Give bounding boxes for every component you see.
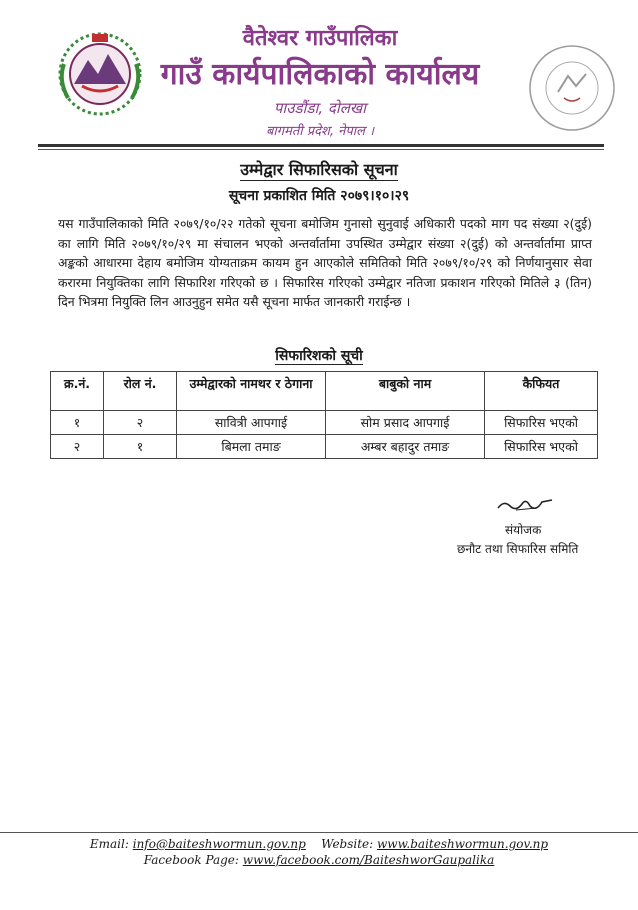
cell-father: सोम प्रसाद आपगाई bbox=[326, 411, 485, 435]
committee-name: छनौट तथा सिफारिस समिति bbox=[457, 542, 579, 556]
cell-roll: १ bbox=[104, 435, 177, 459]
cell-candidate: सावित्री आपगाई bbox=[177, 411, 326, 435]
col-header-roll: रोल नं. bbox=[104, 372, 177, 411]
handwritten-signature bbox=[496, 494, 556, 516]
col-header-remarks: कैफियत bbox=[485, 372, 598, 411]
facebook-label: Facebook Page: bbox=[143, 853, 239, 867]
office-name: गाउँ कार्यपालिकाको कार्यालय bbox=[160, 57, 480, 92]
facebook-link[interactable]: www.facebook.com/BaiteshworGaupalika bbox=[242, 853, 495, 867]
table-row bbox=[51, 435, 598, 459]
cell-father: अम्बर बहादुर तमाङ bbox=[326, 435, 485, 459]
signatory-role: संयोजक bbox=[505, 523, 542, 537]
footer-divider bbox=[0, 832, 638, 833]
list-title: सिफारिशको सूची bbox=[275, 348, 363, 364]
footer-contact-line bbox=[0, 837, 638, 851]
cell-remarks: सिफारिस भएको bbox=[485, 435, 598, 459]
col-header-serial: क्र.नं. bbox=[51, 372, 104, 411]
office-stamp bbox=[524, 40, 620, 136]
published-date: सूचना प्रकाशित मिति २०७९।१०।२९ bbox=[228, 188, 410, 204]
cell-roll: २ bbox=[104, 411, 177, 435]
recommendation-table bbox=[50, 371, 598, 459]
table-row bbox=[51, 411, 598, 435]
notice-title: उम्मेद्वार सिफारिसको सूचना bbox=[240, 160, 398, 179]
cell-serial: १ bbox=[51, 411, 104, 435]
col-header-father: बाबुको नाम bbox=[326, 372, 485, 411]
cell-remarks: सिफारिस भएको bbox=[485, 411, 598, 435]
website-label: Website: bbox=[321, 837, 374, 851]
address-line-2: बागमती प्रदेश, नेपाल । bbox=[265, 124, 375, 139]
cell-candidate: बिमला तमाङ bbox=[177, 435, 326, 459]
notice-body: यस गाउँपालिकाको मिति २०७९/१०/२२ गतेको सूचना बमोजिम गुनासो सुनुवाई अधिकारी पदको माग पद संख्या २(दुई) का लागि मिति २०७९/१०/२९ मा संचालन भएको अन्तर्वार्तामा उपस्थित उम्मेद्वार संख्या २(दुई) को अन्तर्वार्तामा प्राप्त अङ्कको आधारमा देहाय बमोजिम योग्यताक्रम कायम हुन आएकोले समितिको मिति २०७९/१०/२९ को निर्णयानुसार सेवा करारमा नियुक्तिका लागि सिफारिश गरिएको छ । सिफारिस गरिएको उम्मेद्वार नतिजा प्रकाशन गरिएको मितिले ३ (तिन) दिन भित्रमा नियुक्ति लिन आउनुहुन समेत यसै सूचना मार्फत जानकारी गराईन्छ । bbox=[58, 216, 592, 309]
address-line-1: पाउडौंडा, दोलखा bbox=[273, 99, 367, 117]
website-link[interactable]: www.baiteshwormun.gov.np bbox=[377, 837, 549, 851]
header-divider-thin bbox=[38, 149, 604, 150]
header-divider bbox=[38, 144, 604, 147]
email-label: Email: bbox=[89, 837, 129, 851]
col-header-candidate: उम्मेद्वारको नामथर र ठेगाना bbox=[177, 372, 326, 411]
municipality-name: वैतेश्वर गाउँपालिका bbox=[242, 26, 398, 51]
table-header-row bbox=[51, 372, 598, 411]
email-link[interactable]: info@baiteshwormun.gov.np bbox=[132, 837, 306, 851]
footer-facebook-line bbox=[0, 853, 638, 867]
cell-serial: २ bbox=[51, 435, 104, 459]
municipality-emblem bbox=[52, 24, 148, 120]
